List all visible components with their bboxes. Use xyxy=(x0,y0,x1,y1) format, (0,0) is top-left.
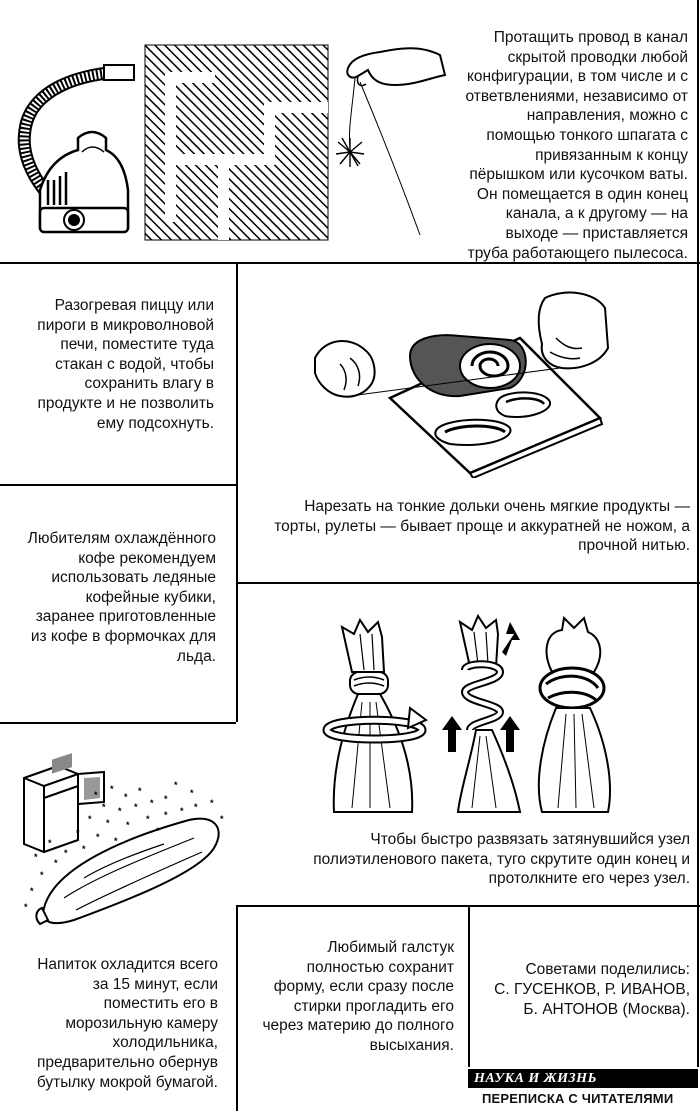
svg-text:*: * xyxy=(164,794,168,804)
divider-6 xyxy=(236,905,238,1111)
svg-text:*: * xyxy=(220,814,224,824)
divider-4 xyxy=(236,582,700,584)
roll-slicing-illustration xyxy=(310,278,610,478)
tip-wire: Протащить провод в канал скрытой проводки любой конфигурации, в том числе и с ответвлениями, независимо от направления, можно с помощью тонкого шпагата с привязанным к концу пёрышком или кусочком ваты. Он помещается в один конец канала, а к другому — на выходе — приставляется труба работающего пылесоса. xyxy=(465,29,688,262)
svg-text:*: * xyxy=(24,902,28,912)
svg-text:*: * xyxy=(114,836,118,846)
divider-3 xyxy=(0,484,236,486)
svg-text:*: * xyxy=(110,784,114,794)
svg-text:*: * xyxy=(124,792,128,802)
tip-slice: Нарезать на тонкие дольки очень мягкие продукты — торты, рулеты — бывает проще и аккуратней не ножом, а прочной нитью. xyxy=(274,498,690,555)
tip-tie: Любимый галстук полностью сохранит форму, если сразу после стирки прогладить его через материю до полного высыхания. xyxy=(262,939,454,1054)
svg-text:*: * xyxy=(180,806,184,816)
svg-text:*: * xyxy=(34,852,38,862)
svg-text:*: * xyxy=(190,788,194,798)
svg-text:*: * xyxy=(30,886,34,896)
svg-text:*: * xyxy=(164,810,168,820)
svg-text:*: * xyxy=(134,802,138,812)
tip-coffee: Любителям охлаждённого кофе рекомендуем использовать ледяные кофейные кубики, заранее приготовленные из кофе в формочках для льда. xyxy=(27,530,216,665)
credits-intro: Советами поделились: xyxy=(525,961,690,978)
svg-text:*: * xyxy=(64,848,68,858)
divider-5 xyxy=(0,722,236,724)
fridge-bottle-illustration xyxy=(14,748,234,928)
svg-text:*: * xyxy=(126,820,130,830)
magazine-footer xyxy=(464,1067,700,1111)
tip-drink: Напиток охладится всего за 15 минут, если поместить его в морозильную камеру холодильника, предварительно обернув бутылку мокрой бумагой. xyxy=(36,956,218,1091)
svg-text:*: * xyxy=(96,832,100,842)
svg-text:*: * xyxy=(210,798,214,808)
svg-text:*: * xyxy=(40,870,44,880)
svg-text:*: * xyxy=(82,844,86,854)
svg-text:*: * xyxy=(102,802,106,812)
svg-text:*: * xyxy=(146,814,150,824)
svg-text:*: * xyxy=(174,780,178,790)
tip-pizza: Разогревая пиццу или пироги в микроволновой печи, поместите туда стакан с водой, чтобы сохранить влагу в продукте и не позволить ему подсохнуть. xyxy=(37,297,214,432)
svg-text:*: * xyxy=(48,838,52,848)
svg-text:*: * xyxy=(194,802,198,812)
divider-8 xyxy=(468,905,470,1067)
svg-text:*: * xyxy=(138,786,142,796)
tip-knot: Чтобы быстро развязать затянувшийся узел полиэтиленового пакета, туго скрутите один конец и протолкните его через узел. xyxy=(313,831,690,888)
svg-text:*: * xyxy=(156,826,160,836)
svg-text:*: * xyxy=(76,828,80,838)
magazine-brand: НАУКА И ЖИЗНЬ xyxy=(468,1069,698,1088)
svg-text:*: * xyxy=(106,818,110,828)
svg-text:*: * xyxy=(88,814,92,824)
svg-text:*: * xyxy=(94,790,98,800)
credits-names: С. ГУСЕНКОВ, Р. ИВАНОВ, Б. АНТОНОВ (Москва). xyxy=(494,981,690,1018)
vacuum-wire-illustration xyxy=(0,30,450,255)
svg-text:*: * xyxy=(150,798,154,808)
section-title: ПЕРЕПИСКА С ЧИТАТЕЛЯМИ xyxy=(482,1091,674,1106)
divider-2 xyxy=(236,262,238,722)
divider-9 xyxy=(697,0,699,1067)
svg-text:*: * xyxy=(118,806,122,816)
svg-text:*: * xyxy=(54,858,58,868)
bag-knot-illustration xyxy=(312,612,612,822)
